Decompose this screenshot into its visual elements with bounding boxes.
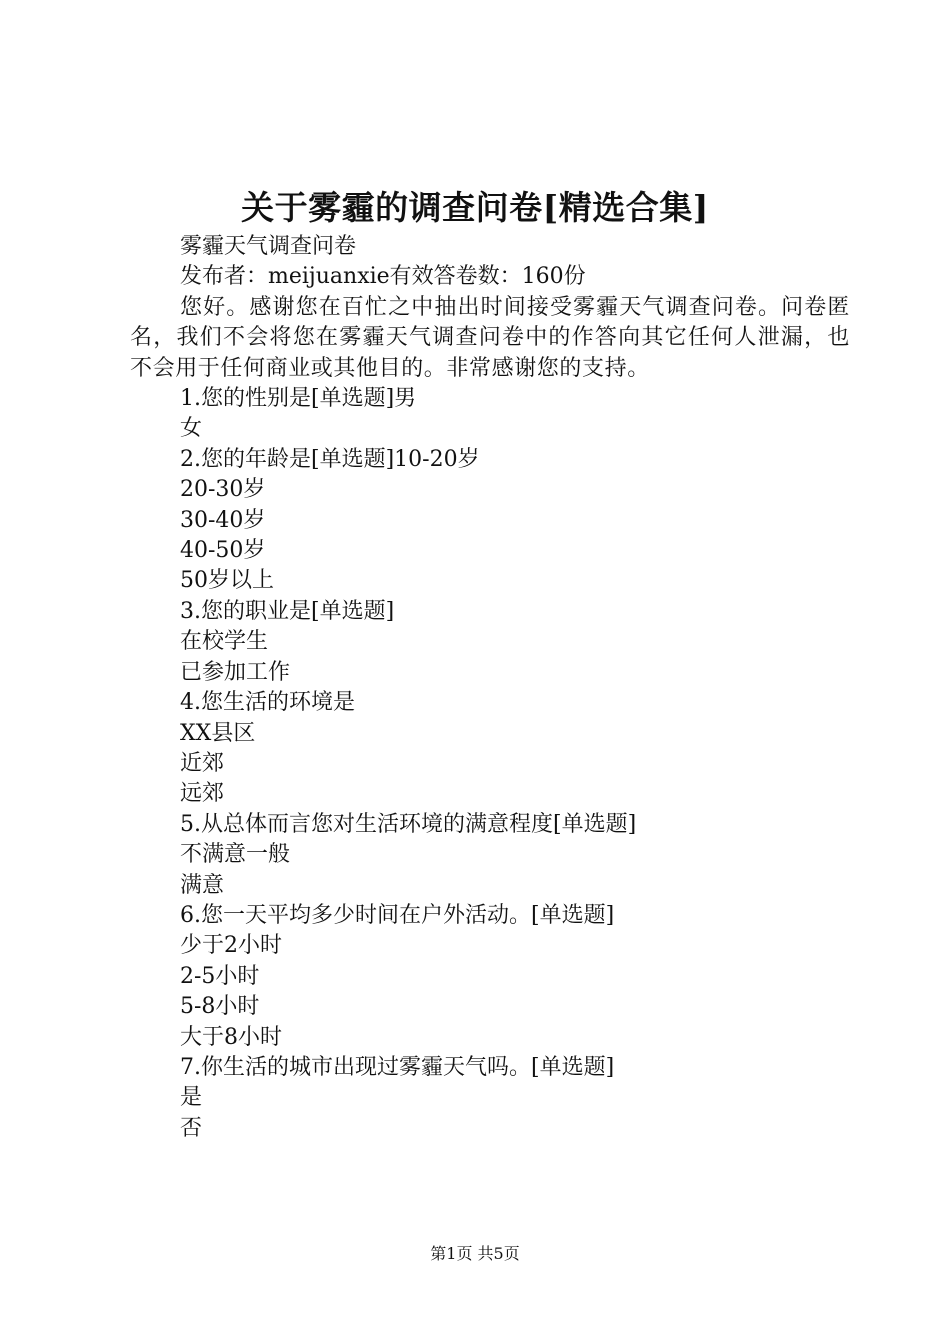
option-20-30: 20-30岁: [180, 477, 266, 503]
publisher-line: 发布者：meijuanxie有效答卷数：160份: [180, 264, 586, 290]
document-title: 关于雾霾的调查问卷[精选合集]: [241, 188, 709, 227]
option-near-suburb: 近郊: [180, 750, 225, 776]
option-less-2h: 少于2小时: [180, 933, 282, 959]
page-number: 第1页 共5页: [430, 1244, 520, 1263]
question-6: 6.您一天平均多少时间在户外活动。[单选题]: [180, 902, 615, 928]
option-2-5h: 2-5小时: [180, 963, 260, 989]
option-40-50: 40-50岁: [180, 538, 266, 564]
option-50-plus: 50岁以上: [180, 568, 274, 594]
option-30-40: 30-40岁: [180, 507, 266, 533]
option-5-8h: 5-8小时: [180, 994, 260, 1020]
option-more-8h: 大于8小时: [180, 1024, 282, 1050]
question-1: 1.您的性别是[单选题]男: [180, 386, 417, 412]
option-female: 女: [180, 416, 203, 442]
question-2: 2.您的年龄是[单选题]10-20岁: [180, 446, 480, 472]
intro-paragraph: 您好。感谢您在百忙之中抽出时间接受雾霾天气调查问卷。问卷匿名，我们不会将您在雾霾天气调查问卷中的作答向其它任何人泄漏，也不会用于任何商业或其他目的。非常感谢您的支持。: [130, 294, 850, 381]
document-body: [130, 232, 850, 1144]
option-employed: 已参加工作: [180, 659, 291, 685]
question-5: 5.从总体而言您对生活环境的满意程度[单选题]: [180, 811, 637, 837]
option-far-suburb: 远郊: [180, 781, 225, 807]
question-7: 7.你生活的城市出现过雾霾天气吗。[单选题]: [180, 1054, 615, 1080]
survey-subtitle: 雾霾天气调查问卷: [180, 234, 357, 259]
option-satisfied: 满意: [180, 872, 225, 898]
option-county: XX县区: [180, 720, 256, 746]
option-unsatisfied-average: 不满意一般: [180, 842, 291, 868]
option-no: 否: [180, 1115, 203, 1141]
question-3: 3.您的职业是[单选题]: [180, 598, 395, 624]
option-student: 在校学生: [180, 629, 269, 655]
question-4: 4.您生活的环境是: [180, 690, 355, 716]
option-yes: 是: [180, 1085, 203, 1111]
